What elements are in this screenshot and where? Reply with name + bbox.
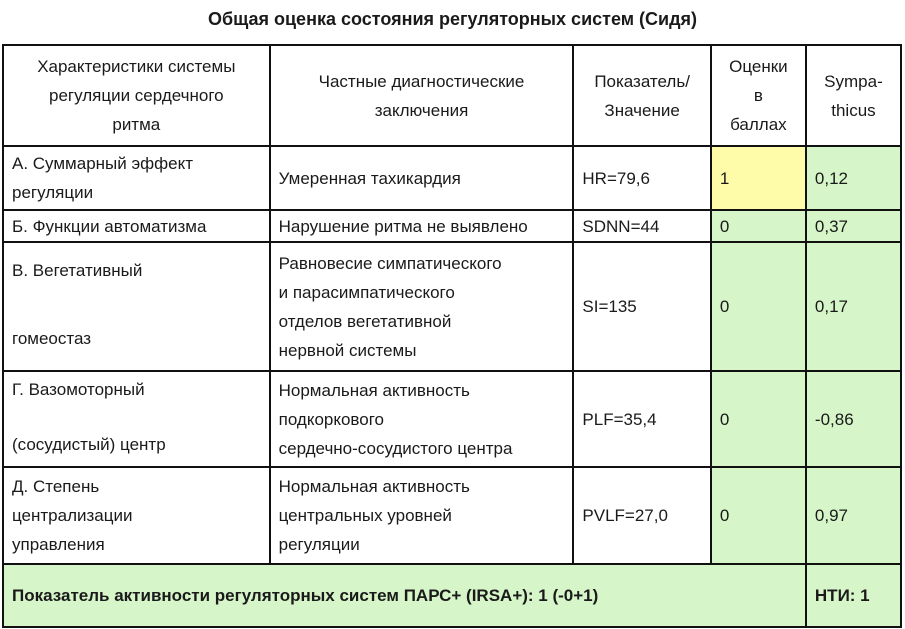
- conclusion-cell: Нарушение ритма не выявлено: [270, 210, 574, 242]
- score-cell: 0: [711, 467, 806, 564]
- header-indicator: Показатель/ Значение: [573, 45, 710, 146]
- sympathicus-cell: 0,17: [806, 242, 901, 371]
- characteristic-line: (сосудистый) центр: [12, 435, 166, 454]
- conclusion-cell: Равновесие симпатического и парасимпатического отделов вегетативной нервной системы: [270, 242, 574, 371]
- sympathicus-cell: 0,12: [806, 146, 901, 210]
- conclusion-cell: Нормальная активность центральных уровней регуляции: [270, 467, 574, 564]
- characteristic-line: В. Вегетативный: [12, 261, 143, 280]
- characteristic-cell: Д. Степень централизации управления: [3, 467, 270, 564]
- characteristic-cell: [3, 242, 270, 371]
- table-row: [3, 210, 901, 242]
- characteristic-line: Г. Вазомоторный: [12, 380, 145, 399]
- table-row: [3, 146, 901, 210]
- header-score: Оценки в баллах: [711, 45, 806, 146]
- sympathicus-cell: 0,97: [806, 467, 901, 564]
- header-sympathicus: Sympa- thicus: [806, 45, 901, 146]
- characteristic-cell: Б. Функции автоматизма: [3, 210, 270, 242]
- irsa-summary: Показатель активности регуляторных систем ПАРС+ (IRSA+): 1 (-0+1): [3, 564, 806, 627]
- score-cell: 0: [711, 210, 806, 242]
- table-row: [3, 467, 901, 564]
- page-title: Общая оценка состояния регуляторных систем (Сидя): [207, 9, 698, 29]
- characteristic-line: гомеостаз: [12, 329, 92, 348]
- indicator-cell: SDNN=44: [573, 210, 710, 242]
- sympathicus-cell: 0,37: [806, 210, 901, 242]
- indicator-cell: PVLF=27,0: [573, 467, 710, 564]
- indicator-cell: PLF=35,4: [573, 371, 710, 467]
- conclusion-cell: Нормальная активность подкоркового сердечно-сосудистого центра: [270, 371, 574, 467]
- header-conclusions: Частные диагностические заключения: [270, 45, 574, 146]
- score-cell: 0: [711, 242, 806, 371]
- conclusion-cell: Умеренная тахикардия: [270, 146, 574, 210]
- characteristic-cell: [3, 371, 270, 467]
- score-cell: 1: [711, 146, 806, 210]
- header-characteristics: Характеристики системы регуляции сердечного ритма: [3, 45, 270, 146]
- table-row: [3, 371, 901, 467]
- table-footer-row: [3, 564, 901, 627]
- indicator-cell: HR=79,6: [573, 146, 710, 210]
- table-header-row: [3, 45, 901, 146]
- sympathicus-cell: -0,86: [806, 371, 901, 467]
- score-cell: 0: [711, 371, 806, 467]
- indicator-cell: SI=135: [573, 242, 710, 371]
- table-row: [3, 242, 901, 371]
- characteristic-cell: А. Суммарный эффект регуляции: [3, 146, 270, 210]
- regulatory-systems-table: [2, 44, 902, 628]
- nti-value: НТИ: 1: [806, 564, 901, 627]
